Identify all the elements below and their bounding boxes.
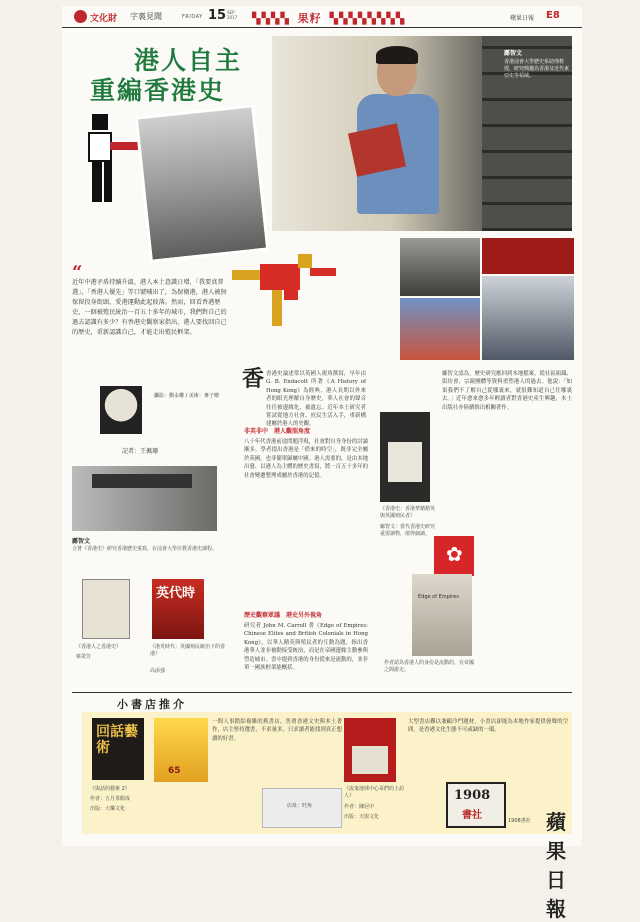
dropcap: 香 <box>242 366 265 392</box>
caption-name: 鄺智文 <box>504 50 523 57</box>
person-reading-figure <box>352 48 442 228</box>
shop-name: 書社 <box>462 810 482 821</box>
bookshop-photo-1 <box>154 718 208 782</box>
protest-photo-1 <box>400 238 480 296</box>
protest-photo-3 <box>482 276 574 360</box>
page-number: E8 <box>546 10 560 21</box>
old-street-photo <box>135 104 270 263</box>
writer-credit <box>72 386 232 461</box>
headline-line2: 重編香港史 <box>90 76 226 105</box>
protest-photo-2 <box>400 298 480 360</box>
article-col4: 鄺智文認為，歷史研究應回到本地檔案，從社區組織、街坊會、宗親團體等資料重塑港人的過去。他說：「如果我們不了解自己從哪裏來，就很難知道自己往哪裏去。」近年愈來愈多年輕讀者對香港史產生興趣，本土出版社亦陸續推出相關著作。 <box>442 371 572 411</box>
book3-title: 《香港史：香港華籍精英與英國殖民者》 <box>380 506 436 519</box>
portrait-photo <box>72 466 217 531</box>
portrait-caption-name: 鄺智文 <box>72 538 91 545</box>
intro-paragraph <box>72 262 232 338</box>
section-divider <box>72 692 572 693</box>
book2-sub: 《港英時代：英國殖民統治下的香港》 <box>150 644 226 657</box>
writer-role: 攝影：劉永權 / 美術：麥子珊 <box>154 393 219 399</box>
book2-author: 高添強 <box>150 668 166 674</box>
subhead-1: 非英非中 港人觀照角度 <box>244 428 311 435</box>
writer-label: 記者：王佩珊 <box>122 448 159 455</box>
book3-sub: 鄺智文：當代香港史研究重要讀物，值得細讀。 <box>380 524 436 537</box>
book2-cover-title: 英代時 <box>156 586 196 601</box>
weekday: FRIDAY <box>182 14 203 20</box>
b1-title: 《與話的藝術 2》 <box>90 786 130 792</box>
topic-banner <box>252 10 405 26</box>
shop-number: 1908 <box>454 788 491 803</box>
section-name: 文化財 <box>90 14 118 24</box>
topic-label: 果籽 <box>295 12 325 25</box>
subhead-2: 歷史觀察眾議 港史另外視角 <box>244 612 323 619</box>
book-cover-2 <box>152 579 204 639</box>
bookshop-book-2 <box>344 718 396 782</box>
edge-book-title: Edge of Empires <box>418 594 459 600</box>
b1-pub: 出版：大樂文化 <box>90 806 126 812</box>
protest-photo-strip <box>482 238 574 274</box>
pixel-glyphs-right: ▚▚▚▚▚▚▚▚ <box>329 12 406 25</box>
apple-daily-logo: 蘋果日報 <box>546 810 567 921</box>
date-number: 15 <box>208 8 227 23</box>
caption-text: 香港浸會大學歷史系助理教授，研究興趣為香港及近代東亞史等領域。 <box>504 59 570 79</box>
edge-book-caption: 作者認為香港人的身份是流動的，在帝國之間游走。 <box>384 660 475 673</box>
newspaper-page <box>62 6 582 921</box>
b2-title: 《流鬼地球中心哥們的上訪人》 <box>344 786 405 799</box>
section-logo-icon <box>74 10 87 23</box>
shop-caption: 1908書社 <box>508 818 531 824</box>
map-label: 店址：旺角 <box>287 803 313 809</box>
b2-pub: 出版：天窗文化 <box>344 814 380 820</box>
pixel-fighter-red-icon <box>232 250 342 330</box>
book-cover-edge-of-empires <box>412 574 472 656</box>
pixel-glyphs-left: ▚▚▚▚ <box>252 12 295 25</box>
book-cover-3 <box>380 412 430 502</box>
column-name: 字裏見聞 <box>130 12 162 21</box>
b1-desc: 一間人事錯綜複雜的舊書店，售賣香港文史與本土著作，店主堅持選書，不求量多，只求讀者能找到真正想讀的好書。 <box>212 719 342 742</box>
book1-title: 《香港人之香港史》 <box>76 644 122 650</box>
month-year: SEP 2017 <box>227 10 238 20</box>
bookshop-map <box>262 788 342 828</box>
book1-sub: 蔡榮芳 <box>76 654 92 660</box>
bookshop-sign-number: 65 <box>168 766 181 776</box>
main-photo-caption <box>504 50 569 80</box>
b2-desc: 大型書店難以兼顧冷門題材，小書店卻能為本地作家提供發聲的空間，是香港文化生態不可或缺的一環。 <box>408 719 568 734</box>
intro-text: 近年中港矛盾持續升溫，港人本土意識日增，「我要真普選」、「香港人優先」等口號喊出了，為保衛港，港人被無保留投身街頭，愛港運動此起彼落。然而，回看香港歷史，一個被殖民統治一百五十多年的城市，我們對自己的過去認識有多少？有香港史觀察家指出，港人要找回自己的歷史，重新認識自己，才能走出殖民框架。 <box>72 279 227 336</box>
b1-author: 作者：五月茶館成 <box>90 796 131 802</box>
bookshop-sign <box>446 782 506 828</box>
page-header <box>62 6 582 28</box>
headline-line1: 港人自主 <box>134 46 243 75</box>
quote-mark-icon: “ <box>72 262 83 283</box>
b2-author: 作者：陳冠中 <box>344 804 375 810</box>
book-cover-1 <box>82 579 130 639</box>
portrait-caption-text: 合著《香港史》研究香港歷史重寫，在浸會大學任教香港史課程。 <box>72 546 218 552</box>
bookshop-book-1 <box>92 718 144 780</box>
b1-cover-art: 回話藝術 <box>96 724 138 756</box>
bauhinia-flag-icon: ✿ <box>434 536 474 576</box>
article-col2: 八十年代香港前途問題浮現，社會對自身身份的討論漸多。學者提出香港是「借來的時空」，既非完全屬於英國，也非簡單歸屬中國。港人需要的，是由本地出發、以港人為主體的歷史書寫，將一百五十多年的社會變遷整理成屬於香港的記憶。 <box>244 439 368 479</box>
pixel-kicker-icon <box>70 106 140 226</box>
paper-name: 蘋果日報 <box>510 15 535 22</box>
bookshop-heading: 小書店推介 <box>117 698 187 711</box>
headline <box>90 46 242 106</box>
article-col1: 香港史論述常以英國人視角撰寫，早年由 G. B. Endacott 所著《A History of Hong Kong》為經典，港人長期以外來者的眼光理解自身歷史，華人社會的聲音往往被邊緣化，被遺忘。近年本土研究者嘗試從地方社會、庶民生活入手，重新構建屬於港人的史觀。 <box>266 371 366 428</box>
article-col3: 研究者 John M. Carroll 著《Edge of Empires: Chinese Elites and British Colonials in Hong Kong》，以華人精英與殖民者的互動為題，指出香港華人並非被動接受統治，而是在帝國邊緣主動參與塑造城市。書中提到香港的身份從來是流動的，並非單一國族框架能概括。 <box>244 623 368 672</box>
writer-avatar <box>100 386 142 434</box>
